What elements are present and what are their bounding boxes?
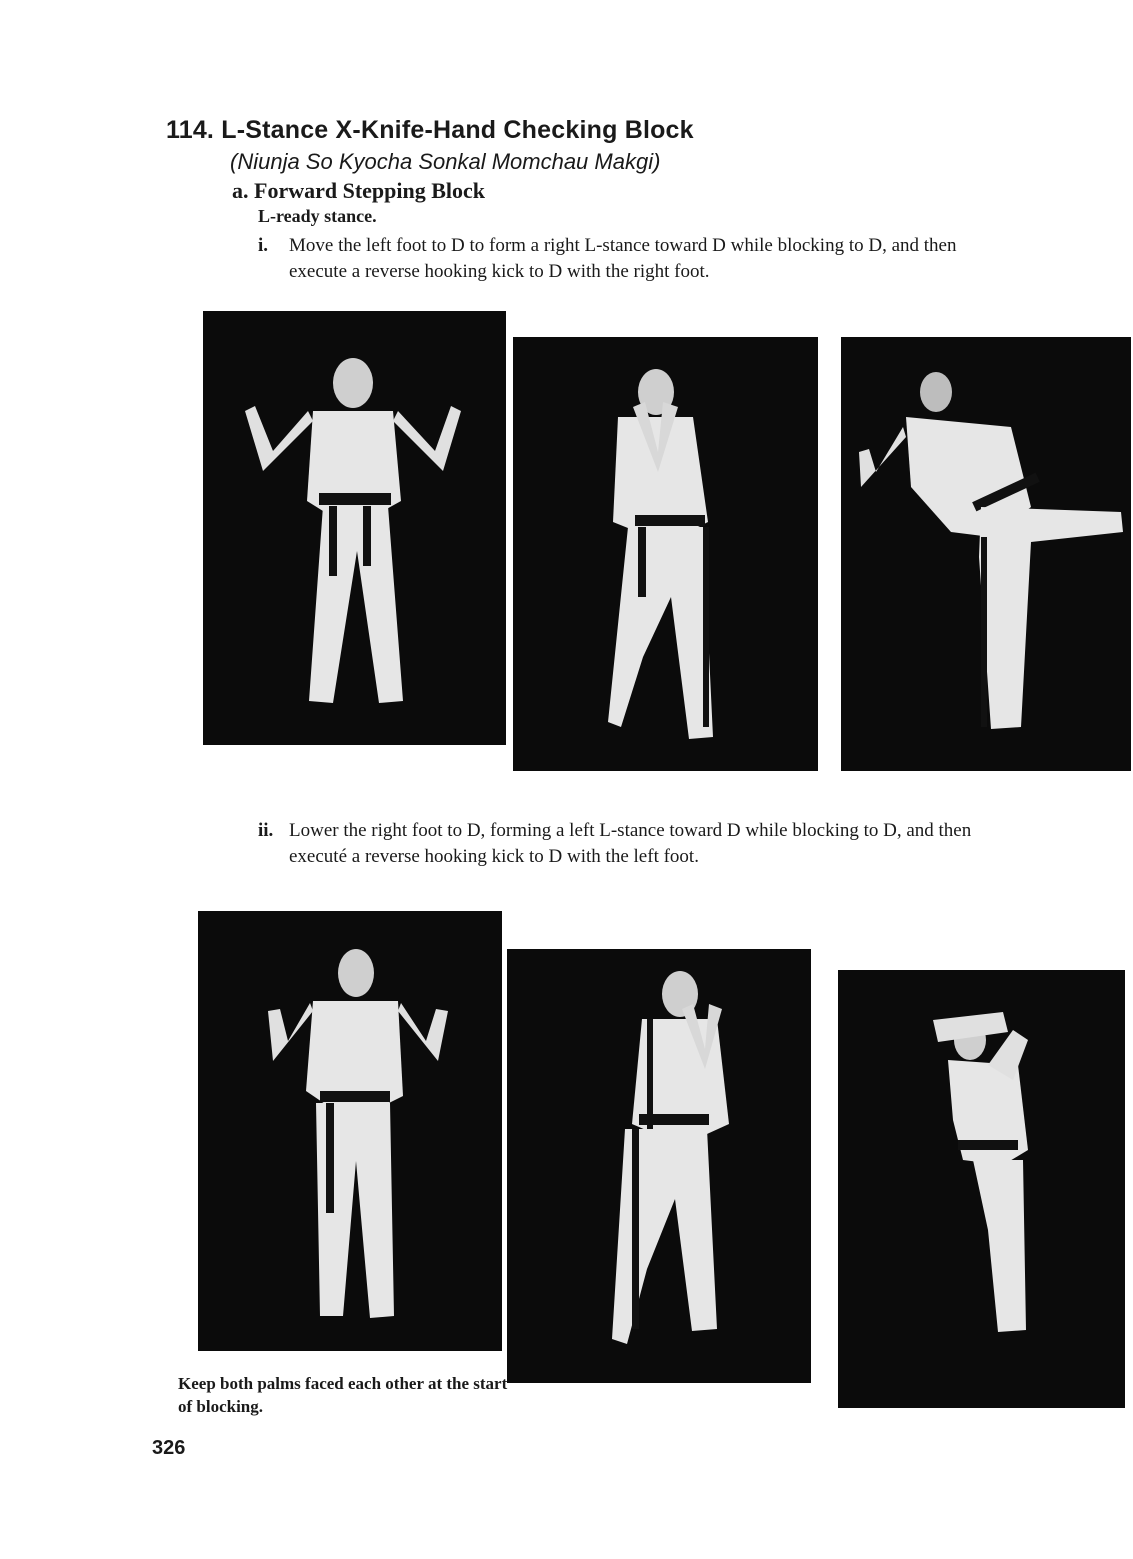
photo-3-hooking-kick-back — [841, 337, 1131, 771]
step-1-text: Move the left foot to D to form a right L-stance toward D while blocking to D, and then execute a reverse hooking kick to D with the right foot. — [289, 235, 957, 282]
step-1 — [258, 233, 988, 285]
photo-5-x-block — [507, 949, 811, 1383]
figure-ready-stance-icon — [198, 911, 502, 1351]
section-heading: a. Forward Stepping Block — [232, 178, 486, 203]
figure-x-block-icon — [507, 949, 811, 1383]
step-2-numeral: ii. — [258, 820, 274, 841]
photo-1-ready-stance — [203, 311, 506, 745]
figure-hooking-kick-back-view-icon — [841, 337, 1131, 771]
photo-6-hooking-kick-side — [838, 970, 1125, 1408]
page-number: 326 — [152, 1437, 186, 1459]
ready-stance-label: L-ready stance. — [258, 206, 377, 226]
page-title: 114. L-Stance X-Knife-Hand Checking Block — [166, 116, 694, 144]
figure-ready-stance-icon — [203, 311, 506, 745]
figure-x-block-icon — [513, 337, 818, 771]
figure-hooking-kick-side-view-icon — [838, 970, 1125, 1408]
step-2 — [258, 818, 988, 870]
step-2-text: Lower the right foot to D, forming a left L-stance toward D while blocking to D, and then executé a reverse hooking kick to D with the left foot. — [289, 820, 972, 867]
photo-caption: Keep both palms faced each other at the start of blocking. — [178, 1374, 508, 1416]
korean-subtitle: (Niunja So Kyocha Sonkal Momchau Makgi) — [230, 149, 661, 174]
photo-4-ready-stance — [198, 911, 502, 1351]
step-1-numeral: i. — [258, 235, 269, 256]
photo-2-x-block — [513, 337, 818, 771]
